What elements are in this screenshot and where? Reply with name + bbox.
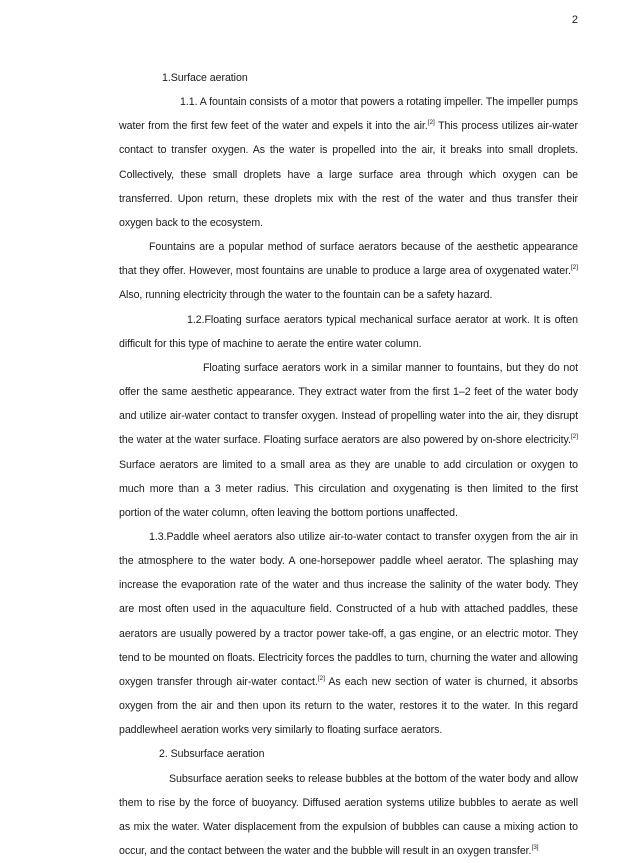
paragraph-floating-detail-text: Floating surface aerators work in a similar manner to fountains, but they do not offer the same aesthetic appearance. They extract water from the first 1–2 feet of the water body and utilize air-water contact to transfer oxygen. Instead of propelling water into the air, they disrupt the water at the water surface. Floating surface aerators are also powered by on-shore electricity.: [119, 361, 578, 447]
page-number: 2: [571, 14, 578, 26]
citation-fountain: [2]: [427, 119, 435, 127]
citation-paddle-wheel: [2]: [317, 674, 325, 682]
citation-fountains-popular: [2]: [570, 264, 578, 272]
paragraph-paddle-wheel: [119, 525, 578, 742]
paragraph-fountains-popular: [119, 235, 578, 307]
citation-floating: [2]: [570, 433, 578, 441]
paragraph-fountain-text-cont: This process utilizes air-water contact to transfer oxygen. As the water is propelled into the air, it breaks into small droplets. Collectively, these small droplets have a large surface area through which oxygen can be transferred. Upon return, these droplets mix with the rest of the water and thus transfer their oxygen back to the ecosystem.: [119, 120, 578, 229]
section-heading-surface-aeration: 1.Surface aeration: [162, 72, 248, 84]
paragraph-floating-aerators: 1.2.Floating surface aerators typical mechanical surface aerator at work. It is often difficult for this type of machine to aerate the entire water column.: [119, 313, 578, 350]
paragraph-fountains-popular-text: Fountains are a popular method of surface aerators because of the aesthetic appearance that they offer. However, most fountains are unable to produce a large area of oxygenated water.: [119, 241, 578, 278]
paragraph-fountains-popular-text-cont: Also, running electricity through the water to the fountain can be a safety hazard.: [119, 289, 493, 302]
paragraph-paddle-wheel-text-cont: As each new section of water is churned, it absorbs oxygen from the air and then upon its return to the water, restores it to the water. In this regard paddlewheel aeration works very similarly to floating surface aerators.: [119, 675, 579, 737]
paragraph-floating-aerators-detail: [119, 356, 578, 525]
paragraph-fountain: [119, 90, 578, 235]
citation-subsurface: [3]: [531, 844, 539, 851]
section-heading-subsurface-aeration: 2. Subsurface aeration: [159, 748, 265, 761]
paragraph-fountain-text: 1.1. A fountain consists of a motor that powers a rotating impeller. The impeller pumps water from the first few feet of the water and expels it into the air.: [119, 96, 578, 133]
document-body: [119, 66, 578, 863]
paragraph-paddle-wheel-text: 1.3.Paddle wheel aerators also utilize air-to-water contact to transfer oxygen from the air in the atmosphere to the water body. A one-horsepower paddle wheel aerator. The splashing may increase the evaporation rate of the water and thus increase the salinity of the water body. They are most often used in the aquaculture field. Constructed of a hub with attached paddles, these aerators are usually powered by a tractor power take-off, a gas engine, or an electric motor. They tend to be mounted on floats. Electricity forces the paddles to turn, churning the water and allowing oxygen transfer through air-water contact.: [119, 530, 578, 688]
paragraph-floating-detail-text-cont: Surface aerators are limited to a small area as they are unable to add circulation or oxygen to much more than a 3 meter radius. This circulation and oxygenating is then limited to the first portion of the water column, often leaving the bottom portions unaffected.: [119, 458, 578, 519]
paragraph-subsurface: [119, 767, 578, 863]
paragraph-subsurface-text: Subsurface aeration seeks to release bubbles at the bottom of the water body and allow them to rise by the force of buoyancy. Diffused aeration systems utilize bubbles to aerate as well as mix the water. Water displacement from the expulsion of bubbles can cause a mixing action to occur, and the contact between the water and the bubble will result in an oxygen transfer.: [119, 772, 578, 857]
